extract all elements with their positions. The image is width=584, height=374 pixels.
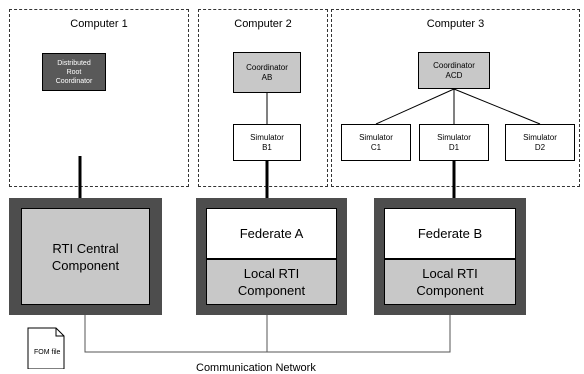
coordinator-ab: Coordinator AB	[233, 52, 301, 93]
computer-1-title: Computer 1	[70, 18, 128, 30]
federate-a-box	[196, 198, 347, 315]
communication-network-label: Communication Network	[196, 362, 316, 374]
local-rti-component-b: Local RTI Component	[384, 259, 516, 305]
distributed-root-coordinator: Distributed Root Coordinator	[42, 53, 106, 91]
coordinator-acd: Coordinator ACD	[418, 52, 490, 89]
simulator-d2: Simulator D2	[505, 124, 575, 161]
computer-3-title: Computer 3	[426, 18, 485, 30]
line-acd-c1	[376, 89, 454, 124]
simulator-c1: Simulator C1	[341, 124, 411, 161]
simulator-d1: Simulator D1	[419, 124, 489, 161]
federate-a: Federate A	[206, 208, 337, 259]
federate-b-box	[374, 198, 526, 315]
fom-file-label: FOM file	[34, 349, 61, 356]
local-rti-component-a: Local RTI Component	[206, 259, 337, 305]
simulator-b1: Simulator B1	[233, 124, 301, 161]
federate-b: Federate B	[384, 208, 516, 259]
rti-central-box	[9, 198, 162, 315]
line-acd-d2	[454, 89, 540, 124]
rti-central-component: RTI Central Component	[21, 208, 150, 305]
computer-2-title: Computer 2	[234, 18, 292, 30]
